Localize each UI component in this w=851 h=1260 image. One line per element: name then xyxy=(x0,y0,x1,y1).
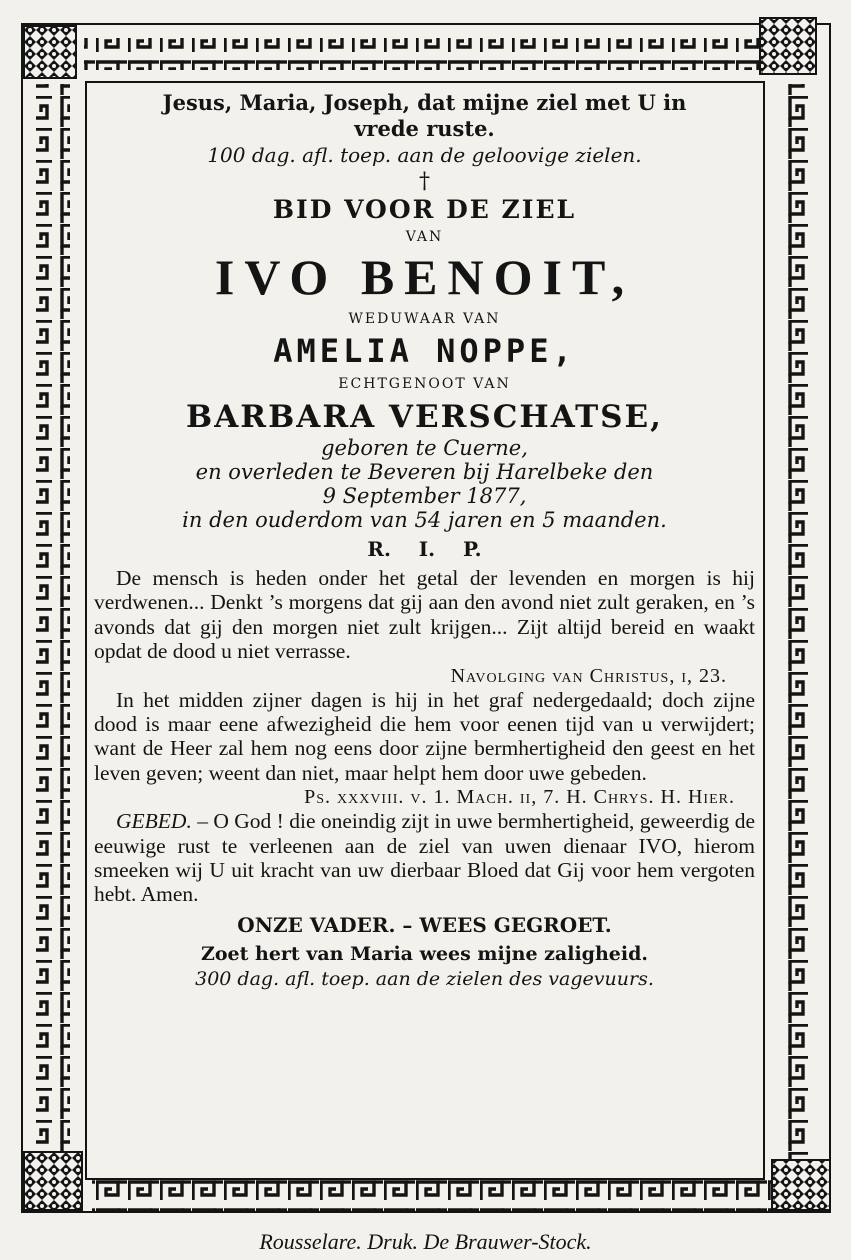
scripture-quote: In het midden zijner dagen is hij in het graf nedergedaald; doch zijne dood is maar eene afwezigheid die hem voor eenen tijd van u verwijdert; want de Heer zal hem nog eens door zijne bermhertigheid den geest en het leven geven; weent dan niet, maar helpt hem door uwe gebeden. xyxy=(94,687,755,785)
sacred-heart-line: Zoet hert van Maria wees mijne zaligheid. xyxy=(200,942,648,965)
second-wife-name: BARBARA VERSCHATSE, xyxy=(186,399,663,435)
prayer-text: – O God ! die oneindig zijt in uwe bermhertigheid, geweerdig de eeuwige rust te verleenen aan de ziel van uwen dienaar IVO, hierom smeeken wij U uit kracht van uw dierbaar Bloed dat Gij voor hem vergoten hebt. Amen. xyxy=(94,809,755,907)
imitation-source: Navolging van Christus, i, 23. xyxy=(450,664,727,687)
rip-line: R. I. P. xyxy=(367,537,482,561)
cross-icon: † xyxy=(419,169,430,194)
indulgence-bottom: 300 dag. afl. toep. aan de zielen des vagevuurs. xyxy=(195,967,654,990)
imitation-quote: De mensch is heden onder het getal der levenden en morgen is hij verdwenen... Denkt ’s morgens dat gij aan den avond niet zult geraken, en ’s avonds dat gij den morgen niet zult krijgen... Zijt altijd bereid en waakt opdat de dood u niet verrasse. xyxy=(94,566,755,664)
indulgence-top: 100 dag. afl. toep. aan de geloovige zielen. xyxy=(207,143,642,167)
age-line: in den ouderdom van 54 jaren en 5 maanden. xyxy=(182,508,667,532)
prayer-paragraph xyxy=(92,809,757,907)
pray-heading: BID VOOR DE ZIEL xyxy=(272,195,577,224)
invocation-line-1: Jesus, Maria, Joseph, dat mijne ziel met U in xyxy=(162,90,687,115)
prayer-label: GEBED. xyxy=(116,809,192,834)
closing-prayers: ONZE VADER. – WEES GEGROET. xyxy=(237,912,612,937)
invocation-line-2: vrede ruste. xyxy=(354,116,495,141)
spouse-label: ECHTGENOOT VAN xyxy=(338,376,511,392)
birth-line: geboren te Cuerne, xyxy=(321,436,528,460)
death-line-2: 9 September 1877, xyxy=(322,484,527,508)
scripture-source: Ps. xxxviii. v. 1. Mach. ii, 7. H. Chrys. H. Hier. xyxy=(304,786,735,809)
deceased-name: IVO BENOIT, xyxy=(214,249,635,305)
widower-label: WEDUWAAR VAN xyxy=(348,311,501,327)
printer-imprint: Rousselare. Druk. De Brauwer-Stock. xyxy=(259,1229,592,1254)
death-line-1: en overleden te Beveren bij Harelbeke den xyxy=(195,460,654,484)
memorial-card-text xyxy=(92,88,757,1178)
van-label: VAN xyxy=(405,229,444,245)
first-wife-name: AMELIA NOPPE, xyxy=(273,332,576,370)
